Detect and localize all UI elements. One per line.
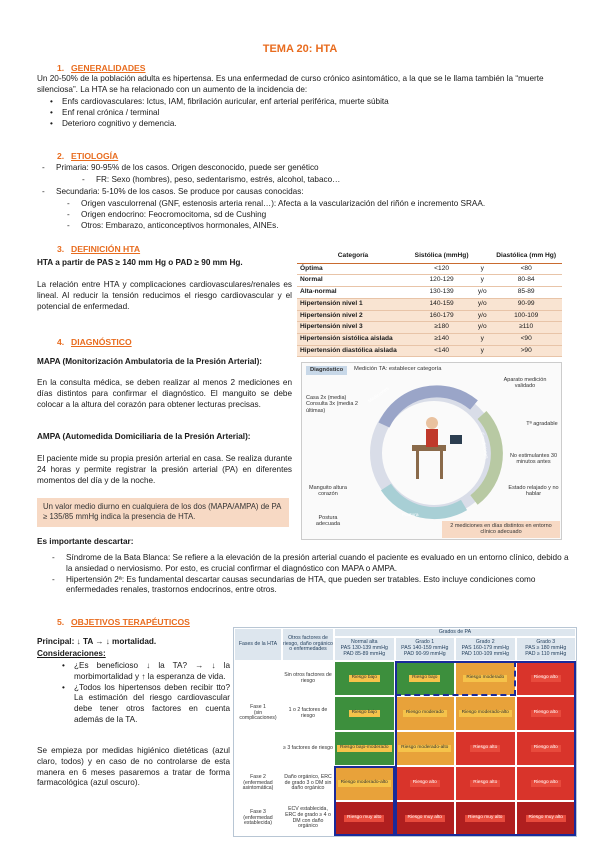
- table-row: [297, 310, 562, 322]
- section-number: 2.: [57, 151, 65, 161]
- etiologia-primary-sub: [80, 175, 580, 186]
- risk-cell: [334, 661, 395, 696]
- risk-level-label: Riesgo alto: [470, 780, 500, 786]
- descartar-list: [50, 553, 570, 596]
- table-cell: <120: [409, 263, 474, 275]
- diagram-header: Medición TA: establecer categoría: [354, 366, 442, 372]
- table-cell: >90: [490, 345, 562, 357]
- table-row: [297, 345, 562, 357]
- list-item: - Secundaria: 5-10% de los casos. Se produce por causas conocidas:: [40, 187, 580, 198]
- table-cell: <80: [490, 263, 562, 275]
- list-item: - Otros: Embarazo, anticonceptivos hormonales, AINEs.: [65, 221, 585, 232]
- risk-grade-header: Grado 2 PAS 160-179 mmHg PAD 100-109 mmHg: [455, 637, 516, 661]
- risk-level-label: Riesgo moderado-alto: [459, 710, 512, 716]
- ring-label: Postura: [402, 513, 419, 518]
- table-row: [297, 298, 562, 310]
- table-row: [297, 287, 562, 299]
- definicion-paragraph: La relación entre HTA y complicaciones cardiovasculares/renales es lineal. Al reducir la tensión reducimos el riesgo cardiovascular y el potencial de enfermedad.: [37, 280, 292, 311]
- risk-grade-header: Normal alta PAS 130-139 mmHg PAD 85-89 mmHg: [334, 637, 395, 661]
- risk-otros-label: ECV establecida, ERC de grado ≥ 4 o DM con daño orgánico: [282, 801, 334, 836]
- list-item: - Origen vasculorrenal (GNF, estenosis arteria renal…): Afecta a la vascularización del riñón e incremento SRAA.: [65, 199, 585, 210]
- section-objetivos-heading: [57, 617, 190, 628]
- table-row: [297, 333, 562, 345]
- table-cell: ≥110: [490, 322, 562, 334]
- ampa-text: El paciente mide su propia presión arterial en casa. Se realiza durante 24 horas y permite registrar la presión arterial (PA) en diferentes momentos del día y de la noche.: [37, 454, 292, 485]
- mapa-title: MAPA (Monitorización Ambulatoria de la Presión Arterial):: [37, 357, 263, 366]
- table-cell: Óptima: [297, 263, 409, 275]
- table-cell: 130-139: [409, 287, 474, 299]
- table-cell: 120-129: [409, 275, 474, 287]
- section-number: 4.: [57, 337, 65, 347]
- risk-fase-label: Fase 3 (enfermedad establecida): [234, 801, 282, 836]
- table-cell: Hipertensión nivel 3: [297, 322, 409, 334]
- section-generalidades-heading: [57, 63, 146, 74]
- consideraciones-list: [60, 661, 230, 726]
- table-header: Categoría: [297, 250, 409, 263]
- table-header: [474, 250, 490, 263]
- diagram-temp-label: Tª agradable: [526, 421, 558, 427]
- page-title: TEMA 20: HTA: [262, 43, 338, 55]
- risk-header-grados: Grados de PA: [334, 628, 576, 637]
- diagram-tag: Diagnóstico: [306, 366, 347, 375]
- table-row: [297, 263, 562, 275]
- risk-otros-label: ≥ 3 factores de riesgo: [282, 731, 334, 766]
- objetivos-final-paragraph: Se empieza por medidas higiénico dietéticas (azul claro, todos) y en caso de no controlarse de esta manera en 6 meses pasaremos a tratar de forma farmacológica (azul oscuro).: [37, 746, 230, 788]
- list-item: - Hipertensión 2ª: Es fundamental descartar causas secundarias de HTA, que pueden ser tratables. Esto incluye condiciones como enfermedades renales, trastornos endocrinos, entre otros.: [50, 575, 570, 597]
- risk-level-label: Riesgo alto: [410, 780, 440, 786]
- list-item: • Deterioro cognitivo y demencia.: [48, 119, 568, 130]
- diagram-bottom-label: 2 mediciones en días distintos en entorno clínico adecuado: [442, 521, 560, 538]
- risk-level-label: Riesgo moderado: [463, 675, 507, 681]
- lifestyle-outline: [395, 661, 516, 696]
- risk-level-label: Riesgo bajo: [349, 675, 380, 681]
- table-cell: Hipertensión nivel 1: [297, 298, 409, 310]
- pharmacological-outline: [334, 766, 395, 836]
- table-row: [297, 275, 562, 287]
- section-title: GENERALIDADES: [71, 63, 146, 73]
- mapa-text: En la consulta médica, se deben realizar al menos 2 mediciones en días distintos para confirmar el diagnóstico. El manguito se debe colocar a la altura del corazón para obtener lecturas precisas.: [37, 378, 292, 409]
- diagnosis-callout: Un valor medio diurno en cualquiera de los dos (MAPA/AMPA) de PA ≥ 135/85 mmHg indica la presencia de HTA.: [37, 498, 289, 527]
- table-cell: Hipertensión sistólica aislada: [297, 333, 409, 345]
- section-diagnostico-heading: [57, 337, 132, 348]
- table-cell: 80-84: [490, 275, 562, 287]
- table-cell: Hipertensión nivel 2: [297, 310, 409, 322]
- etiologia-list-secondary: [40, 187, 580, 198]
- table-cell: y/o: [474, 310, 490, 322]
- list-item: • ¿Es beneficioso ↓ la TA? → ↓ la morbimortalidad y ↑ la esperanza de vida.: [60, 661, 230, 683]
- diagram-manguito-label: Manguito altura corazón: [309, 485, 347, 498]
- table-cell: y/o: [474, 298, 490, 310]
- table-cell: ≥180: [409, 322, 474, 334]
- table-cell: 160-179: [409, 310, 474, 322]
- risk-level-label: Riesgo moderado-alto: [398, 745, 451, 751]
- section-definicion-heading: [57, 244, 140, 255]
- section-title: ETIOLOGÍA: [71, 151, 119, 161]
- table-cell: 85-89: [490, 287, 562, 299]
- bp-category-table: [297, 250, 562, 357]
- section-number: 1.: [57, 63, 65, 73]
- diagram-aparato-label: Aparato medición validado: [503, 377, 547, 390]
- table-cell: Alta-normal: [297, 287, 409, 299]
- list-item: - Primaria: 90-95% de los casos. Origen desconocido, puede ser genético: [40, 163, 580, 174]
- risk-level-label: Riesgo alto: [531, 745, 561, 751]
- table-cell: y/o: [474, 287, 490, 299]
- definicion-threshold: HTA a partir de PAS ≥ 140 mm Hg o PAD ≥ 90 mm Hg.: [37, 258, 243, 267]
- diagnosis-diagram: [301, 362, 562, 540]
- list-item: • ¿Todos los hipertensos deben recibir tto? La estimación del riesgo cardiovascular debe tener otros factores en cuenta además de la TA.: [60, 683, 230, 726]
- diagram-relajado-label: Estado relajado y no hablar: [508, 485, 559, 498]
- risk-grade-header: Grado 3 PAS ≥ 180 mmHg PAD ≥ 110 mmHg: [516, 637, 577, 661]
- table-header: Sistólica (mmHg): [409, 250, 474, 263]
- objetivo-principal: Principal: ↓ TA → ↓ mortalidad.: [37, 637, 157, 646]
- section-title: OBJETIVOS TERAPÉUTICOS: [71, 617, 190, 627]
- table-cell: y: [474, 345, 490, 357]
- risk-fase-label: Fase 2 (enfermedad asintomática): [234, 766, 282, 801]
- table-cell: <140: [409, 345, 474, 357]
- risk-header-fase: Fases de la HTA: [234, 628, 282, 661]
- risk-level-label: Riesgo moderado-alto: [338, 780, 391, 786]
- risk-header-otros: Otros factores de riesgo, daño orgánico o enfermedades: [282, 628, 334, 661]
- risk-level-label: Riesgo bajo: [349, 710, 380, 716]
- consideraciones-heading: Consideraciones:: [37, 649, 106, 658]
- list-item: • Enf renal crónica / terminal: [48, 108, 568, 119]
- list-item: - Origen endocrino: Feocromocitoma, sd de Cushing: [65, 210, 585, 221]
- table-header: Diastólica (mm Hg): [490, 250, 562, 263]
- ring-label: Mediciones: [367, 386, 391, 405]
- risk-otros-label: Daño orgánico, ERC de grado 3 o DM sin daño orgánico: [282, 766, 334, 801]
- section-etiologia-heading: [57, 151, 118, 162]
- table-cell: y: [474, 333, 490, 345]
- risk-level-label: Riesgo moderado: [403, 710, 447, 716]
- table-cell: 140-159: [409, 298, 474, 310]
- table-cell: 90-99: [490, 298, 562, 310]
- risk-level-label: Riesgo alto: [470, 745, 500, 751]
- diagram-casa-label: Casa 2x (media) Consulta 3x (media 2 últimas): [306, 395, 358, 414]
- diagram-no-est-label: No estimulantes 30 minutos antes: [509, 453, 558, 466]
- etiologia-secondary-sub: [65, 199, 585, 231]
- risk-fase-label: Fase 1 (sin complicaciones): [234, 661, 282, 766]
- risk-level-label: Riesgo muy alto: [526, 815, 566, 821]
- risk-level-label: Riesgo muy alto: [344, 815, 384, 821]
- generalidades-list: [48, 97, 568, 129]
- generalidades-intro: Un 20-50% de la población adulta es hipertensa. Es una enfermedad de curso crónico asintomático, a la que se le llama también la “muerte silenciosa”. La HTA se ha relacionado con un aumento de la incidencia de:: [37, 74, 544, 94]
- descartar-heading: Es importante descartar:: [37, 537, 134, 546]
- section-number: 3.: [57, 244, 65, 254]
- risk-level-label: Riesgo alto: [531, 675, 561, 681]
- risk-otros-label: 1 o 2 factores de riesgo: [282, 696, 334, 731]
- section-number: 5.: [57, 617, 65, 627]
- risk-level-label: Riesgo bajo-moderado: [337, 745, 392, 751]
- diagram-postura-label: Postura adecuada: [315, 515, 341, 528]
- table-cell: Normal: [297, 275, 409, 287]
- risk-level-label: Riesgo muy alto: [405, 815, 445, 821]
- table-cell: y/o: [474, 322, 490, 334]
- risk-level-label: Riesgo bajo: [409, 675, 440, 681]
- table-cell: y: [474, 275, 490, 287]
- table-cell: 100-109: [490, 310, 562, 322]
- table-cell: <90: [490, 333, 562, 345]
- list-item: - FR: Sexo (hombres), peso, sedentarismo, estrés, alcohol, tabaco…: [80, 175, 580, 186]
- table-cell: ≥140: [409, 333, 474, 345]
- table-row: [297, 322, 562, 334]
- list-item: - Síndrome de la Bata Blanca: Se refiere a la elevación de la presión arterial cuando el paciente es evaluado en un entorno clínico, debido a la ansiedad o nerviosismo. Por esto, es crucial confirmar el diagnóstico con MAPA o AMPA.: [50, 553, 570, 575]
- section-title: DEFINICIÓN HTA: [71, 244, 141, 254]
- risk-grade-header: Grado 1 PAS 140-159 mmHg PAD 90-99 mmHg: [395, 637, 456, 661]
- risk-cell: [334, 731, 395, 766]
- ampa-title: AMPA (Automedida Domiciliaria de la Presión Arterial):: [37, 432, 251, 441]
- etiologia-list: [40, 163, 580, 174]
- table-header-row: [297, 250, 562, 263]
- risk-otros-label: Sin otros factores de riesgo: [282, 661, 334, 696]
- risk-cell: [334, 696, 395, 731]
- table-cell: y: [474, 263, 490, 275]
- table-cell: Hipertensión diastólica aislada: [297, 345, 409, 357]
- list-item: • Enfs cardiovasculares: Ictus, IAM, fibrilación auricular, enf arterial periférica, muerte súbita: [48, 97, 568, 108]
- section-title: DIAGNÓSTICO: [71, 337, 132, 347]
- risk-level-label: Riesgo muy alto: [465, 815, 505, 821]
- risk-level-label: Riesgo alto: [531, 780, 561, 786]
- risk-level-label: Riesgo alto: [531, 710, 561, 716]
- ring-label: Condiciones: [478, 432, 489, 460]
- risk-table: [233, 627, 577, 837]
